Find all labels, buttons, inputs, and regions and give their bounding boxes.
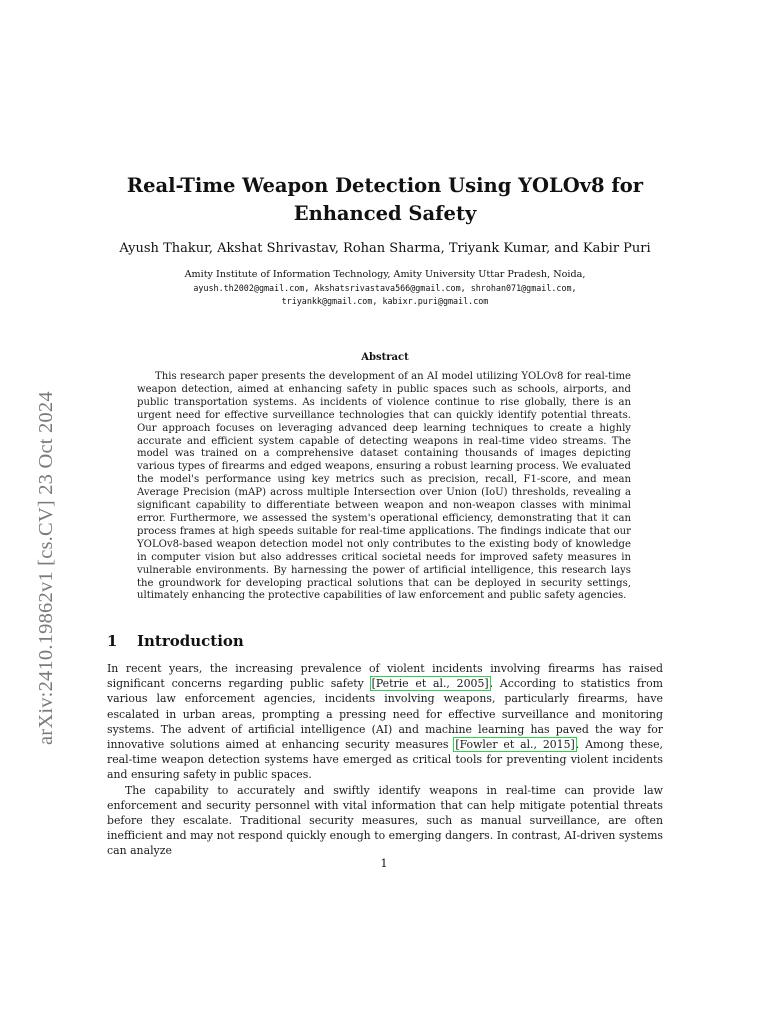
paper-title (90, 172, 680, 228)
citation-link-fowler[interactable]: [Fowler et al., 2015] (455, 738, 575, 752)
intro-text-segment: . According to statistics from various law enforcement agencies, incidents involving weapons, particularly firearms, have escalated in urban areas, prompting a pressing need for effective surveillance and monitoring systems. The advent of artificial intelligence (AI) and machine learning has paved the way for innovative solutions aimed at enhancing security measures (107, 677, 663, 752)
affiliation-block (90, 268, 680, 309)
abstract-heading: Abstract (361, 352, 409, 363)
author-list: Ayush Thakur, Akshat Shrivastav, Rohan Sharma, Triyank Kumar, and Kabir Puri (119, 241, 651, 256)
section-title: Introduction (137, 632, 244, 650)
introduction-paragraph-2: The capability to accurately and swiftly identify weapons in real-time can provide law enforcement and security personnel with vital information that can help mitigate potential threats before they escalate. Traditional security measures, such as manual surveillance, are often inefficient and may not respond quickly enough to emerging dangers. In contrast, AI-driven systems can analyze (107, 783, 663, 858)
title-line-1: Real-Time Weapon Detection Using YOLOv8 for (126, 174, 644, 197)
section-heading-introduction (107, 631, 244, 651)
author-emails-line-1: ayush.th2002@gmail.com, Akshatsrivastava566@gmail.com, shrohan071@gmail.com, (193, 282, 577, 293)
author-emails-line-2: triyankk@gmail.com, kabixr.puri@gmail.com (281, 296, 489, 306)
abstract-text: This research paper presents the development of an AI model utilizing YOLOv8 for real-time weapon detection, aimed at enhancing safety in public spaces such as schools, airports, and public transportation systems. As incidents of violence continue to rise globally, there is an urgent need for effective surveillance technologies that can quickly identify potential threats. Our approach focuses on leveraging advanced deep learning techniques to create a highly accurate and efficient system capable of detecting weapons in real-time video streams. The model was trained on a comprehensive dataset containing thousands of images depicting various types of firearms and edged weapons, ensuring a robust learning process. We evaluated the model's performance using key metrics such as precision, recall, F1-score, and mean Average Precision (mAP) across multiple Intersection over Union (IoU) thresholds, revealing a significant capability to differentiate between weapon and non-weapon classes with minimal error. Furthermore, we assessed the system's operational efficiency, demonstrating that it can process frames at high speeds suitable for real-time applications. The findings indicate that our YOLOv8-based weapon detection model not only contributes to the existing body of knowledge in computer vision but also addresses critical societal needs for improved safety measures in vulnerable environments. By harnessing the power of artificial intelligence, this research lays the groundwork for developing practical solutions that can be deployed in security settings, ultimately enhancing the protective capabilities of law enforcement and public safety agencies. (137, 371, 631, 602)
intro-text-segment: . Among these, real-time weapon detection systems have emerged as critical tools for preventing violent incidents and ensuring safety in public spaces. (107, 738, 663, 782)
intro-text-segment: In recent years, the increasing prevalence of violent incidents involving firearms has raised significant concerns regarding public safety (107, 662, 663, 691)
section-number: 1 (107, 632, 118, 650)
arxiv-identifier-stamp: arXiv:2410.19862v1 [cs.CV] 23 Oct 2024 (35, 391, 57, 745)
introduction-body (107, 661, 663, 859)
page-number: 1 (380, 857, 388, 870)
affiliation-text: Amity Institute of Information Technology, Amity University Uttar Pradesh, Noida, (184, 269, 586, 280)
introduction-paragraph-1 (107, 661, 663, 783)
title-line-2: Enhanced Safety (293, 202, 477, 225)
citation-link-petrie[interactable]: [Petrie et al., 2005] (371, 677, 489, 691)
